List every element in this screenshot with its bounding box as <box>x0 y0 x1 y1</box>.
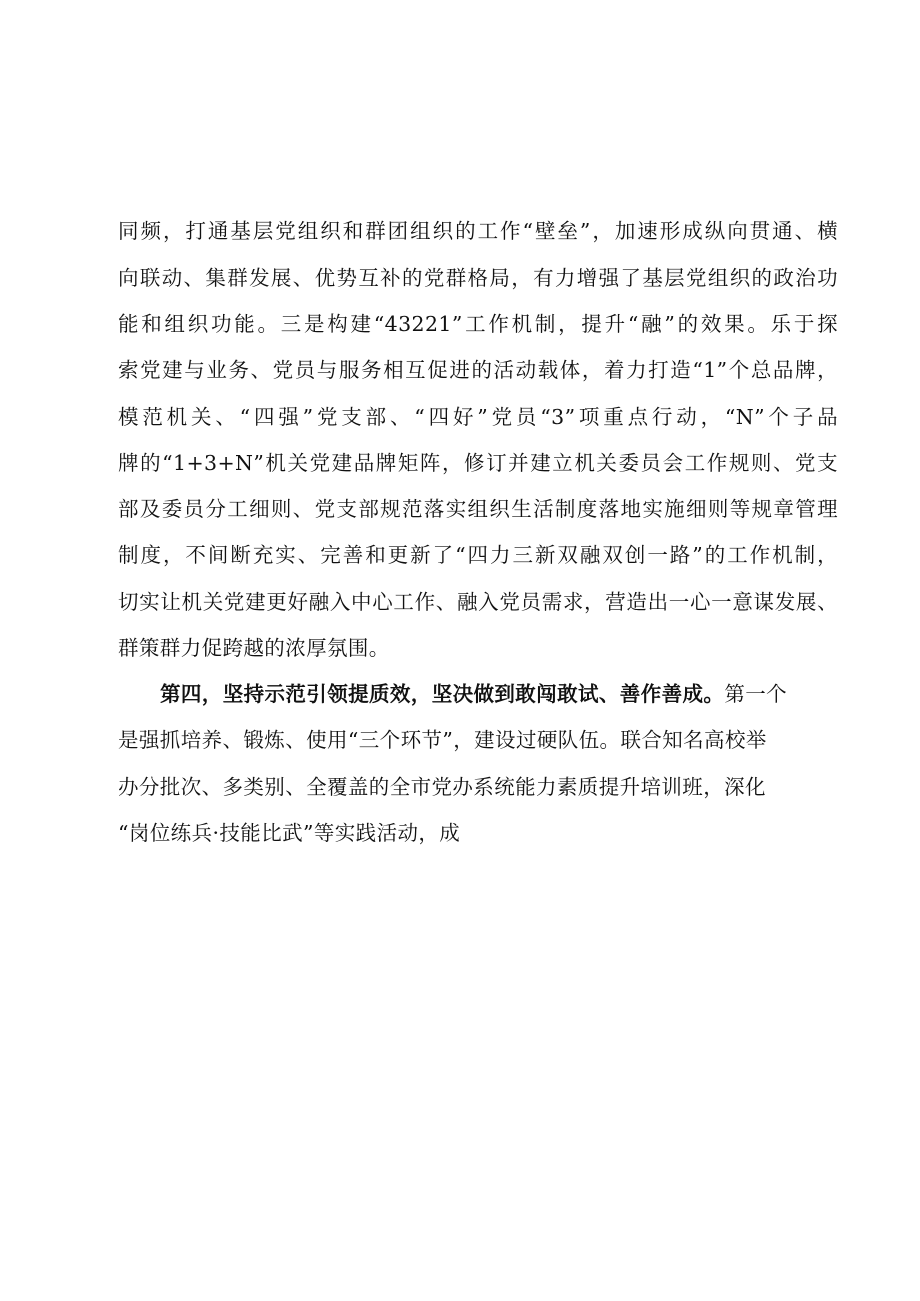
paragraph-2-bold-lead: 第四，坚持示范引领提质效，坚决做到敢闯敢试、善作善成。 <box>160 682 725 706</box>
paragraph-1-line-3: 能和组织功能。三是构建“43221”工作机制，提升“融”的效果。乐于探 <box>118 312 838 336</box>
paragraph-2-line-3: 办分批次、多类别、全覆盖的全市党办系统能力素质提升培训班，深化 <box>118 775 766 799</box>
paragraph-1-line-1: 同频，打通基层党组织和群团组织的工作“壁垒”，加速形成纵向贯通、横 <box>118 219 838 243</box>
paragraph-1-line-10: 群策群力促跨越的浓厚氛围。 <box>118 636 390 660</box>
paragraph-1-line-6: 牌的“1+3+N”机关党建品牌矩阵，修订并建立机关委员会工作规则、党支 <box>118 451 838 475</box>
paragraph-2-line-1 <box>160 681 838 707</box>
paragraph-1-line-8: 制度，不间断充实、完善和更新了“四力三新双融双创一路”的工作机制， <box>118 543 838 567</box>
paragraph-1-line-2: 向联动、集群发展、优势互补的党群格局，有力增强了基层党组织的政治功 <box>118 266 838 290</box>
paragraph-1-line-9: 切实让机关党建更好融入中心工作、融入党员需求，营造出一心一意谋发展、 <box>118 590 838 614</box>
paragraph-1-line-5: 模范机关、“四强”党支部、“四好”党员“3”项重点行动，“N”个子品 <box>118 405 838 429</box>
paragraph-1-line-4: 索党建与业务、党员与服务相互促进的活动载体，着力打造“1”个总品牌， <box>118 358 838 382</box>
paragraph-2-line-4: “岗位练兵·技能比武”等实践活动，成 <box>118 821 461 845</box>
paragraph-1-line-7: 部及委员分工细则、党支部规范落实组织生活制度落地实施细则等规章管理 <box>118 497 838 521</box>
paragraph-2-line-1-rest: 第一个 <box>724 682 788 706</box>
paragraph-2-line-2: 是强抓培养、锻炼、使用“三个环节”，建设过硬队伍。联合知名高校举 <box>118 728 767 752</box>
